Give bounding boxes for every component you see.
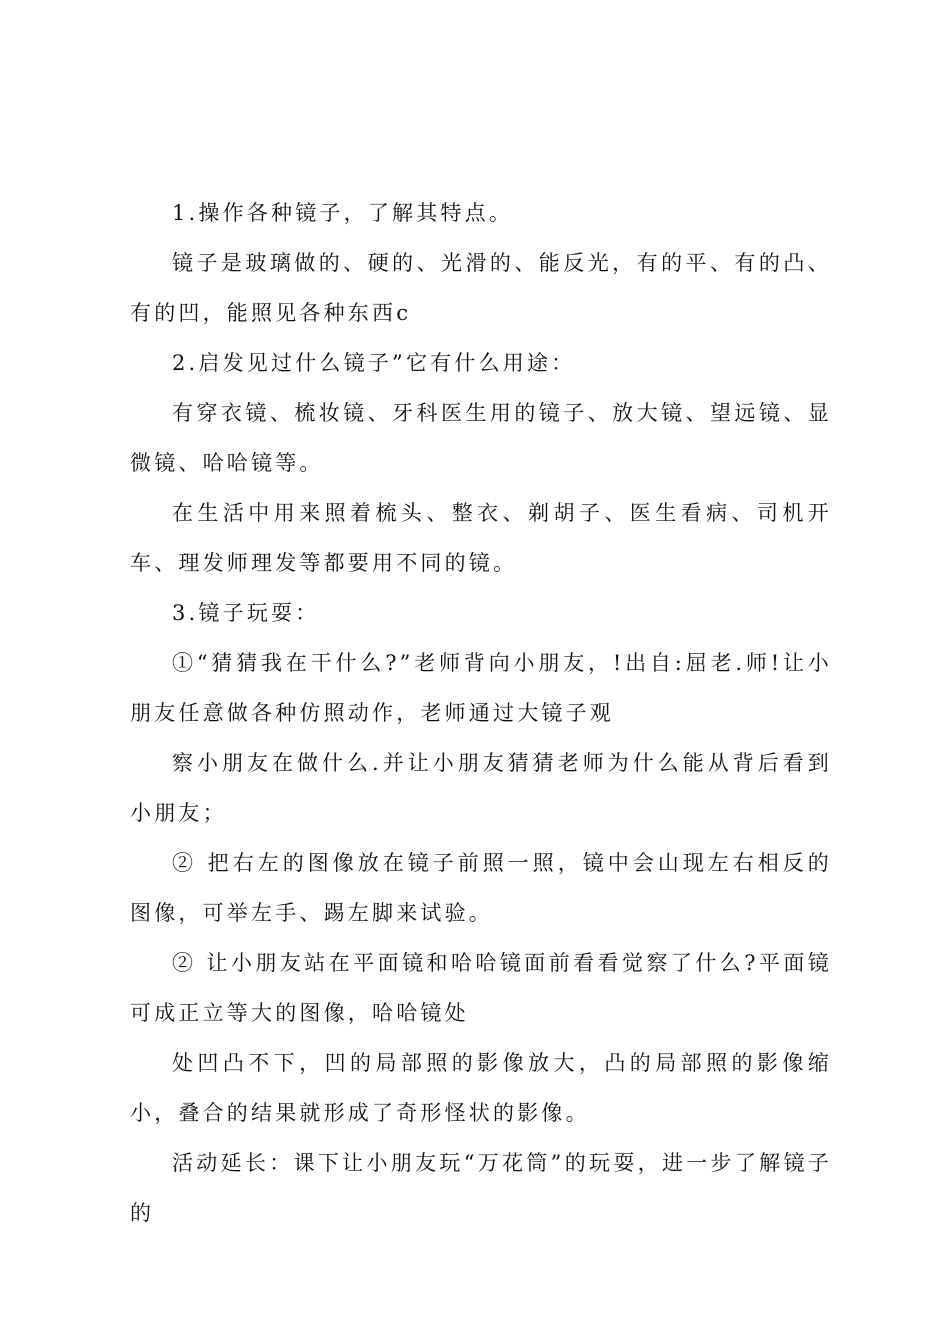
paragraph-game-observe: 察小朋友在做什么.并让小朋友猜猜老师为什么能从背后看到小朋友； — [130, 751, 832, 825]
section-heading-3: 3.镜子玩耍： — [172, 601, 320, 625]
paragraph-extension-activity: 活动延长：课下让小朋友玩“万花筒”的玩耍，进一步了解镜子的 — [130, 1151, 832, 1225]
paragraph-mirror-uses: 在生活中用来照着梳头、整衣、剃胡子、医生看病、司机开车、理发师理发等都要用不同的镜。 — [130, 501, 832, 575]
document-body — [130, 188, 832, 1238]
paragraph-game-guess: ①“猜猜我在干什么?”老师背向小朋友，!出自:屈老.师!让小朋友任意做各种仿照动作，老师通过大镜子观 — [130, 651, 832, 725]
section-heading-1: 1.操作各种镜子，了解其特点。 — [172, 201, 514, 225]
paragraph-mirror-types: 有穿衣镜、梳妆镜、牙科医生用的镜子、放大镜、望远镜、显微镜、哈哈镜等。 — [130, 401, 832, 475]
paragraph-concave-convex: 处凹凸不下，凹的局部照的影像放大，凸的局部照的影像缩小，叠合的结果就形成了奇形怪状的影像。 — [130, 1051, 832, 1125]
section-heading-2: 2.启发见过什么镜子”它有什么用途： — [172, 351, 576, 375]
paragraph-left-right: ② 把右左的图像放在镜子前照一照，镜中会山现左右相反的图像，可举左手、踢左脚来试验。 — [130, 851, 832, 925]
paragraph-funhouse-mirror: ② 让小朋友站在平面镜和哈哈镜面前看看觉察了什么?平面镜可成正立等大的图像，哈哈镜处 — [130, 951, 832, 1025]
paragraph-mirror-features: 镜子是玻璃做的、硬的、光滑的、能反光，有的平、有的凸、有的凹，能照见各种东西c — [130, 251, 832, 325]
